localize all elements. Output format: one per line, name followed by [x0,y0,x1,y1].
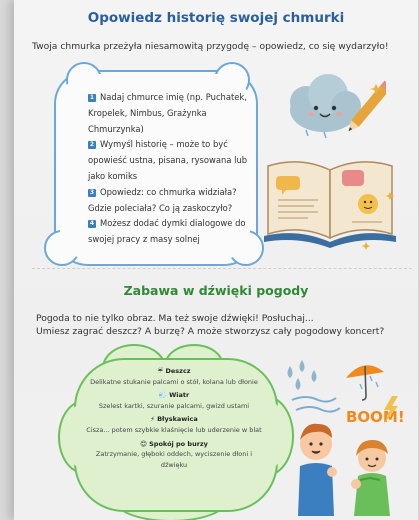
step-number-badge: 2 [89,141,95,149]
cloud-pencil-illustration [276,72,386,152]
step-text: Możesz dodać dymki dialogowe do swojej pracy z masy solnej [88,218,246,245]
sound-items-list [76,366,272,473]
step-text: Opowiedz: co chmurka widziała? Gdzie poleciała? Co ją zaskoczyło? [88,186,237,213]
step-item [88,216,248,248]
open-book-icon [264,162,396,248]
sounds-title: Zabawa w dźwięki pogody [123,283,309,298]
sound-item [76,439,272,471]
story-title: Opowiedz historię swojej chmurki [87,10,345,26]
sound-item [76,366,272,387]
kids-weather-illustration [276,352,412,516]
sounds-lead [36,313,384,338]
sound-item-text: Delikatne stukanie palcami o stół, kolana lub dłonie [90,377,258,386]
umbrella-icon [346,365,384,400]
step-number-badge: 3 [89,188,95,196]
wind-icon: 💨 [158,391,167,400]
sound-item [76,390,272,411]
sound-item-text: Zatrzymanie, głęboki oddech, wyciszenie dłoni i dźwięku [95,450,253,469]
sounds-lead-line2: Umiesz zagrać deszcz? A burzę? A może stworzysz cały pogodowy koncert? [36,325,385,337]
boom-label [346,408,405,426]
sound-item [76,414,272,435]
story-lead: Twoja chmurka przeżyła niesamowitą przygodę – opowiedz, co się wydarzyło! [32,41,389,52]
step-item [88,90,248,137]
step-text: Wymyśl historię – może to być opowieść ustna, pisana, rysowana lub jako komiks [88,139,248,181]
sound-item-text: Cisza... potem szybkie klaśnięcie lub uderzenie w blat [86,425,262,434]
sound-item-title: Deszcz [165,367,191,375]
story-steps-list [88,90,248,248]
sound-item-title: Błyskawica [157,415,198,424]
smile-icon: 😊 [140,439,147,448]
section-divider [32,268,412,269]
boy-figure [298,424,337,516]
sound-item-title: Spokój po burzy [149,439,208,448]
step-text: Nadaj chmurce imię (np. Puchatek, Kropelek, Nimbus, Grażynka Chmurzynka) [88,92,247,134]
worksheet-page [14,0,418,520]
wind-icon [292,397,340,412]
girl-figure [351,440,390,516]
step-number-badge: 4 [89,220,95,228]
raindrops-icon [288,360,317,390]
boom-text: BOOM! [346,408,405,426]
lightning-icon: ⚡ [150,415,155,424]
step-item [88,137,248,184]
open-book-illustration [260,152,400,252]
umbrella-rain-icon: ☔ [157,367,164,375]
sounds-lead-line1: Pogoda to nie tylko obraz. Ma też swoje dźwięki! Posłuchaj... [36,313,314,324]
sound-item-text: Szelest kartki, szuranie palcami, gwizd ustami [98,401,250,410]
sound-item-title: Wiatr [169,391,190,400]
step-number-badge: 1 [89,94,95,101]
step-item [88,185,248,217]
